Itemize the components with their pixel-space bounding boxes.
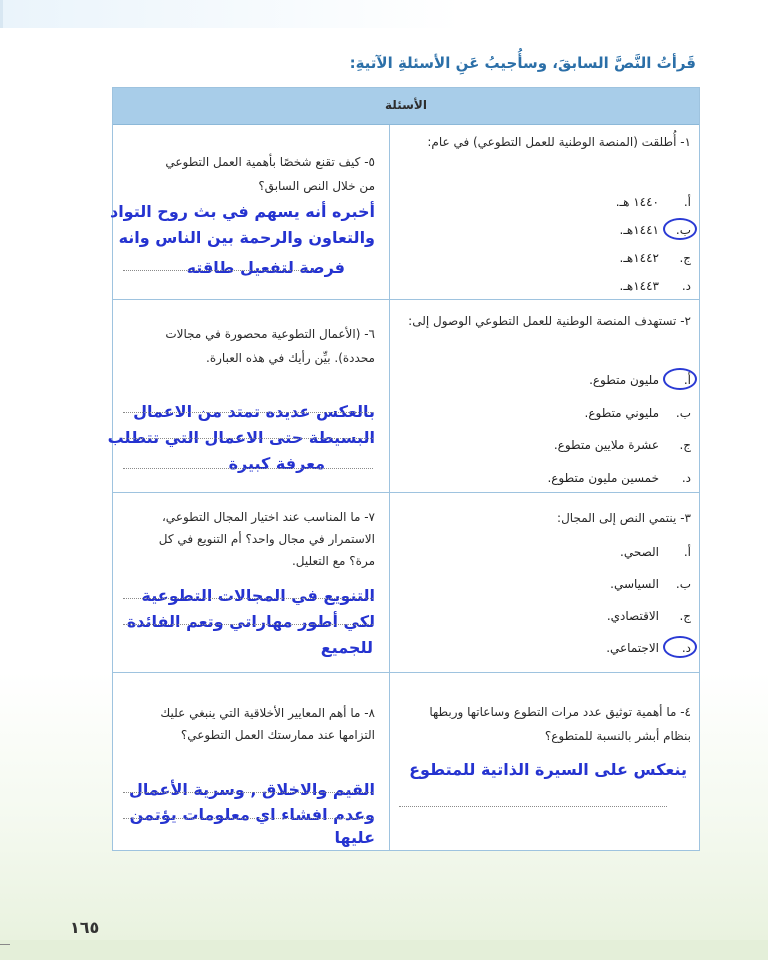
question-1-cell <box>395 130 691 298</box>
q6-answer-dotted-line-1 <box>123 412 373 413</box>
q6-answer-dotted-line-2 <box>123 438 373 439</box>
question-7-text: ٧- ما المناسب عند اختيار المجال التطوعي، الاستمرار في مجال واحد؟ أم التنويع في كل مرة؟ مع التعليل. <box>158 510 375 568</box>
q6-answer-line-3: معرفة كبيرة <box>228 454 325 473</box>
q4-answer-dotted-line <box>399 806 667 807</box>
question-5-text: ٥- كيف تقنع شخصًا بأهمية العمل التطوعي من خلال النص السابق؟ <box>165 155 375 193</box>
row-divider-2 <box>113 492 699 493</box>
q8-answer-line-1: القيم والاخلاق , وسرية الأعمال <box>128 780 375 799</box>
q3-answer-circle <box>663 636 697 658</box>
page-edge-mark <box>0 944 10 945</box>
q5-answer-line-3: فرصة لتفعيل طاقته <box>186 258 345 277</box>
question-8-text: ٨- ما أهم المعايير الأخلاقية التي ينبغي عليك التزامها عند ممارستك العمل التطوعي؟ <box>160 706 375 742</box>
q6-answer-line-1: بالعكس عديده تمتد من الاعمال <box>133 402 375 421</box>
q8-answer-line-2: وعدم افشاء اي معلومات يؤتمن <box>129 805 375 824</box>
q2-option-a: أ.مليون متطوع. <box>589 373 691 387</box>
q4-answer-line-1: ينعكس على السيرة الذاتية للمتطوع <box>409 760 687 779</box>
q8-answer-dotted-line-1 <box>123 792 373 793</box>
q1-option-c: ج.١٤٤٢هـ. <box>619 251 691 265</box>
question-3-text: ٣- ينتمي النص إلى المجال: <box>557 511 691 525</box>
q7-answer-line-2: لكي أطور مهاراتي وتعم الفائدة <box>126 612 375 631</box>
q3-option-a: أ.الصحي. <box>620 545 691 559</box>
q2-option-c: ج.عشرة ملايين متطوع. <box>553 438 691 452</box>
q5-answer-line-2: والتعاون والرحمة بين الناس وانه <box>118 228 375 247</box>
row-divider-1 <box>113 299 699 300</box>
q1-answer-circle <box>663 218 697 240</box>
q3-option-b: ب.السياسي. <box>610 577 691 591</box>
page-bottom-strip <box>0 940 768 960</box>
q1-option-b: ب.١٤٤١هـ. <box>619 223 691 237</box>
question-4-cell <box>395 682 691 848</box>
page-number: ١٦٥ <box>70 918 100 937</box>
page-top-bar <box>0 0 768 28</box>
questions-table <box>107 87 700 851</box>
question-3-cell <box>395 502 691 670</box>
question-5-cell <box>109 130 385 298</box>
question-7-cell <box>119 502 385 670</box>
q7-answer-dotted-line-1 <box>123 598 373 599</box>
q1-option-a: أ.١٤٤٠ هـ. <box>615 195 691 209</box>
question-4-text: ٤- ما أهمية توثيق عدد مرات التطوع وساعاتها وربطها بنظام أبشر بالنسبة للمتطوع؟ <box>429 705 691 743</box>
column-divider <box>389 125 390 850</box>
q6-answer-dotted-line-3 <box>123 468 373 469</box>
table-header-label: الأسئلة <box>385 98 427 112</box>
question-6-text: ٦- (الأعمال التطوعية محصورة في مجالات محددة). بيِّن رأيك في هذه العبارة. <box>165 327 375 365</box>
row-divider-3 <box>113 672 699 673</box>
q2-answer-circle <box>663 368 697 390</box>
q2-option-b: ب.مليوني متطوع. <box>584 406 691 420</box>
q8-answer-dotted-line-2 <box>123 818 373 819</box>
q2-option-d: د.خمسين مليون متطوع. <box>547 471 691 485</box>
q5-answer-dotted-line <box>123 270 313 271</box>
q1-option-d: د.١٤٤٣هـ. <box>619 279 691 293</box>
question-2-text: ٢- تستهدف المنصة الوطنية للعمل التطوعي الوصول إلى: <box>408 314 691 328</box>
q5-answer-line-1: أخبره أنه يسهم في بث روح التواد <box>109 202 375 221</box>
question-8-cell <box>119 682 385 848</box>
question-1-text: ١- أُطلقت (المنصة الوطنية للعمل التطوعي) في عام: <box>427 135 691 149</box>
q8-answer-line-3: عليها <box>334 828 375 847</box>
q3-option-c: ج.الاقتصادي. <box>606 609 691 623</box>
page-title: قَرأتُ النَّصَّ السابقَ، وسأُجيبُ عَنِ الأسئلةِ الآتيةِ: <box>349 54 696 72</box>
question-2-cell <box>395 308 691 490</box>
q7-answer-dotted-line-2 <box>123 624 373 625</box>
q6-answer-line-2: البسيطة حتى الاعمال التي تتطلب <box>107 428 375 447</box>
table-header <box>113 88 699 125</box>
q3-option-d: د.الاجتماعي. <box>606 641 691 655</box>
q7-answer-line-1: التنويع في المجالات التطوعية <box>141 586 375 605</box>
q7-answer-line-3: للجميع <box>320 638 373 657</box>
question-6-cell <box>107 308 385 490</box>
